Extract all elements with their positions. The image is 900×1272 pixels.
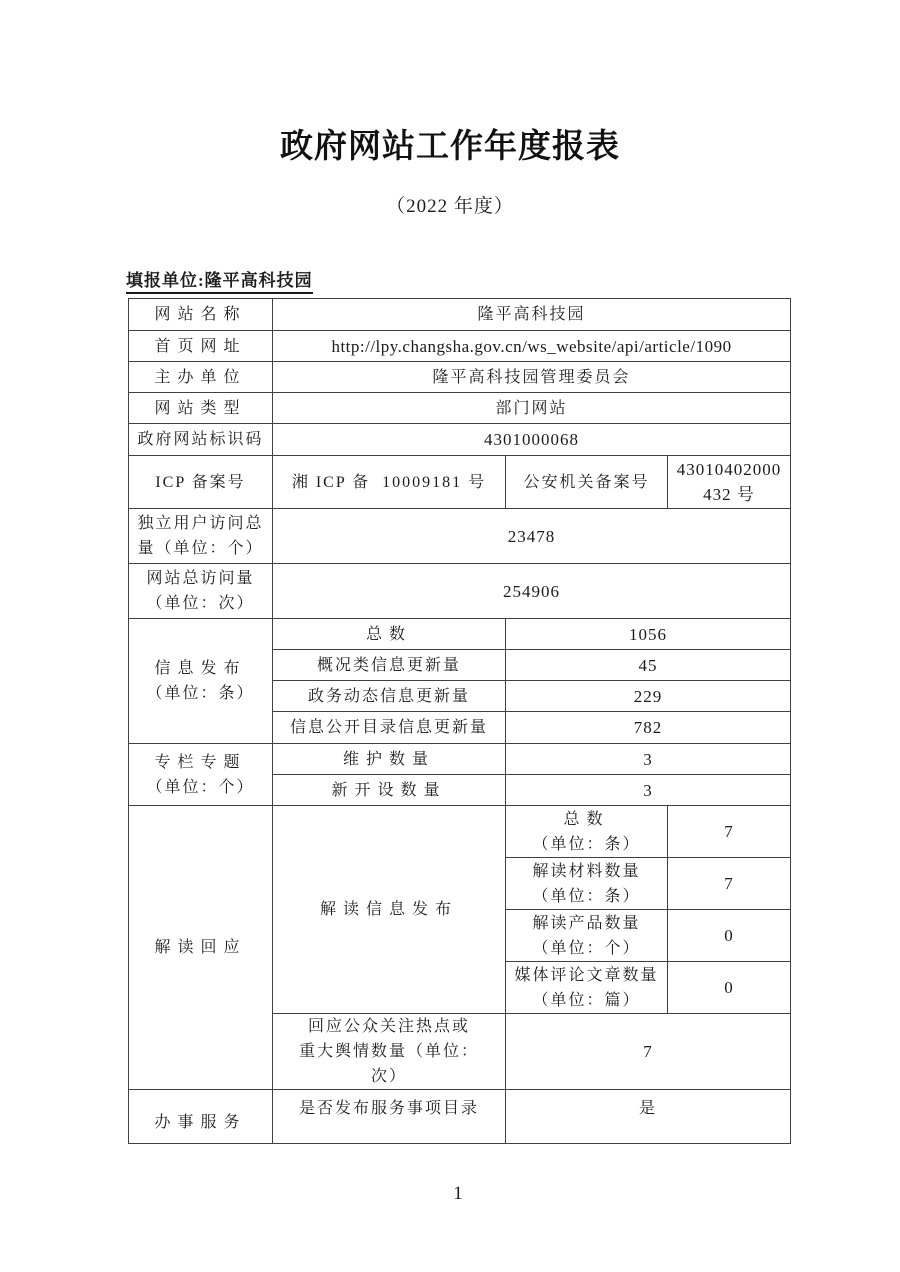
table-row — [129, 744, 791, 775]
interpretation-media-label: 媒体评论文章数量 （单位：篇） — [506, 962, 668, 1014]
table-row — [129, 1090, 791, 1144]
table-row — [129, 619, 791, 650]
icp-label: ICP 备案号 — [129, 456, 273, 509]
special-columns-new-label: 新开设数量 — [273, 775, 506, 806]
icp-value: 湘 ICP 备 10009181 号 — [273, 456, 506, 509]
table-row — [129, 806, 791, 858]
total-visits-label: 网站总访问量 （单位：次） — [129, 564, 273, 619]
special-columns-label: 专栏专题 （单位：个） — [129, 744, 273, 806]
total-visits-value: 254906 — [273, 564, 791, 619]
info-release-label: 信息发布 （单位：条） — [129, 619, 273, 744]
table-row — [129, 424, 791, 456]
organizer-value: 隆平高科技园管理委员会 — [273, 362, 791, 393]
info-release-catalog-value: 782 — [506, 712, 791, 744]
interpretation-product-label: 解读产品数量 （单位：个） — [506, 910, 668, 962]
homepage-url-value: http://lpy.changsha.gov.cn/ws_website/api/article/1090 — [273, 331, 791, 362]
organizer-label: 主办单位 — [129, 362, 273, 393]
special-columns-new-value: 3 — [506, 775, 791, 806]
table-row — [129, 456, 791, 509]
website-name-value: 隆平高科技园 — [273, 299, 791, 331]
annual-report-table — [128, 298, 791, 1144]
table-row — [129, 509, 791, 564]
table-row — [129, 299, 791, 331]
interpretation-media-value: 0 — [668, 962, 791, 1014]
interpretation-total-value: 7 — [668, 806, 791, 858]
unique-visitors-label: 独立用户访问总 量（单位：个） — [129, 509, 273, 564]
public-response-value: 7 — [506, 1014, 791, 1090]
homepage-url-label: 首页网址 — [129, 331, 273, 362]
page-number: 1 — [453, 1183, 463, 1204]
reporting-unit — [126, 266, 313, 291]
table-row — [129, 393, 791, 424]
interpretation-material-label: 解读材料数量 （单位：条） — [506, 858, 668, 910]
info-release-overview-value: 45 — [506, 650, 791, 681]
page-title: 政府网站工作年度报表 — [280, 127, 620, 164]
page-subtitle: （2022 年度） — [386, 196, 514, 217]
info-release-dynamics-label: 政务动态信息更新量 — [273, 681, 506, 712]
services-catalog-label: 是否发布服务事项目录 — [273, 1090, 506, 1144]
table-row — [129, 362, 791, 393]
police-record-label: 公安机关备案号 — [506, 456, 668, 509]
website-type-value: 部门网站 — [273, 393, 791, 424]
info-release-total-value: 1056 — [506, 619, 791, 650]
interpretation-material-value: 7 — [668, 858, 791, 910]
unique-visitors-value: 23478 — [273, 509, 791, 564]
info-release-dynamics-value: 229 — [506, 681, 791, 712]
info-release-overview-label: 概况类信息更新量 — [273, 650, 506, 681]
services-label: 办事服务 — [129, 1090, 273, 1144]
site-id-code-label: 政府网站标识码 — [129, 424, 273, 456]
interpretation-total-label: 总数 （单位：条） — [506, 806, 668, 858]
interpretation-product-value: 0 — [668, 910, 791, 962]
site-id-code-value: 4301000068 — [273, 424, 791, 456]
police-record-value: 43010402000 432 号 — [668, 456, 791, 509]
interpretation-release-label: 解读信息发布 — [273, 806, 506, 1014]
public-response-label: 回应公众关注热点或 重大舆情数量（单位： 次） — [273, 1014, 506, 1090]
table-row — [129, 331, 791, 362]
table-row — [129, 564, 791, 619]
services-catalog-value: 是 — [506, 1090, 791, 1144]
info-release-total-label: 总数 — [273, 619, 506, 650]
website-type-label: 网站类型 — [129, 393, 273, 424]
website-name-label: 网站名称 — [129, 299, 273, 331]
reporting-unit-text: 填报单位:隆平高科技园 — [126, 271, 313, 294]
special-columns-maintained-label: 维护数量 — [273, 744, 506, 775]
special-columns-maintained-value: 3 — [506, 744, 791, 775]
interpretation-label: 解读回应 — [129, 806, 273, 1090]
info-release-catalog-label: 信息公开目录信息更新量 — [273, 712, 506, 744]
